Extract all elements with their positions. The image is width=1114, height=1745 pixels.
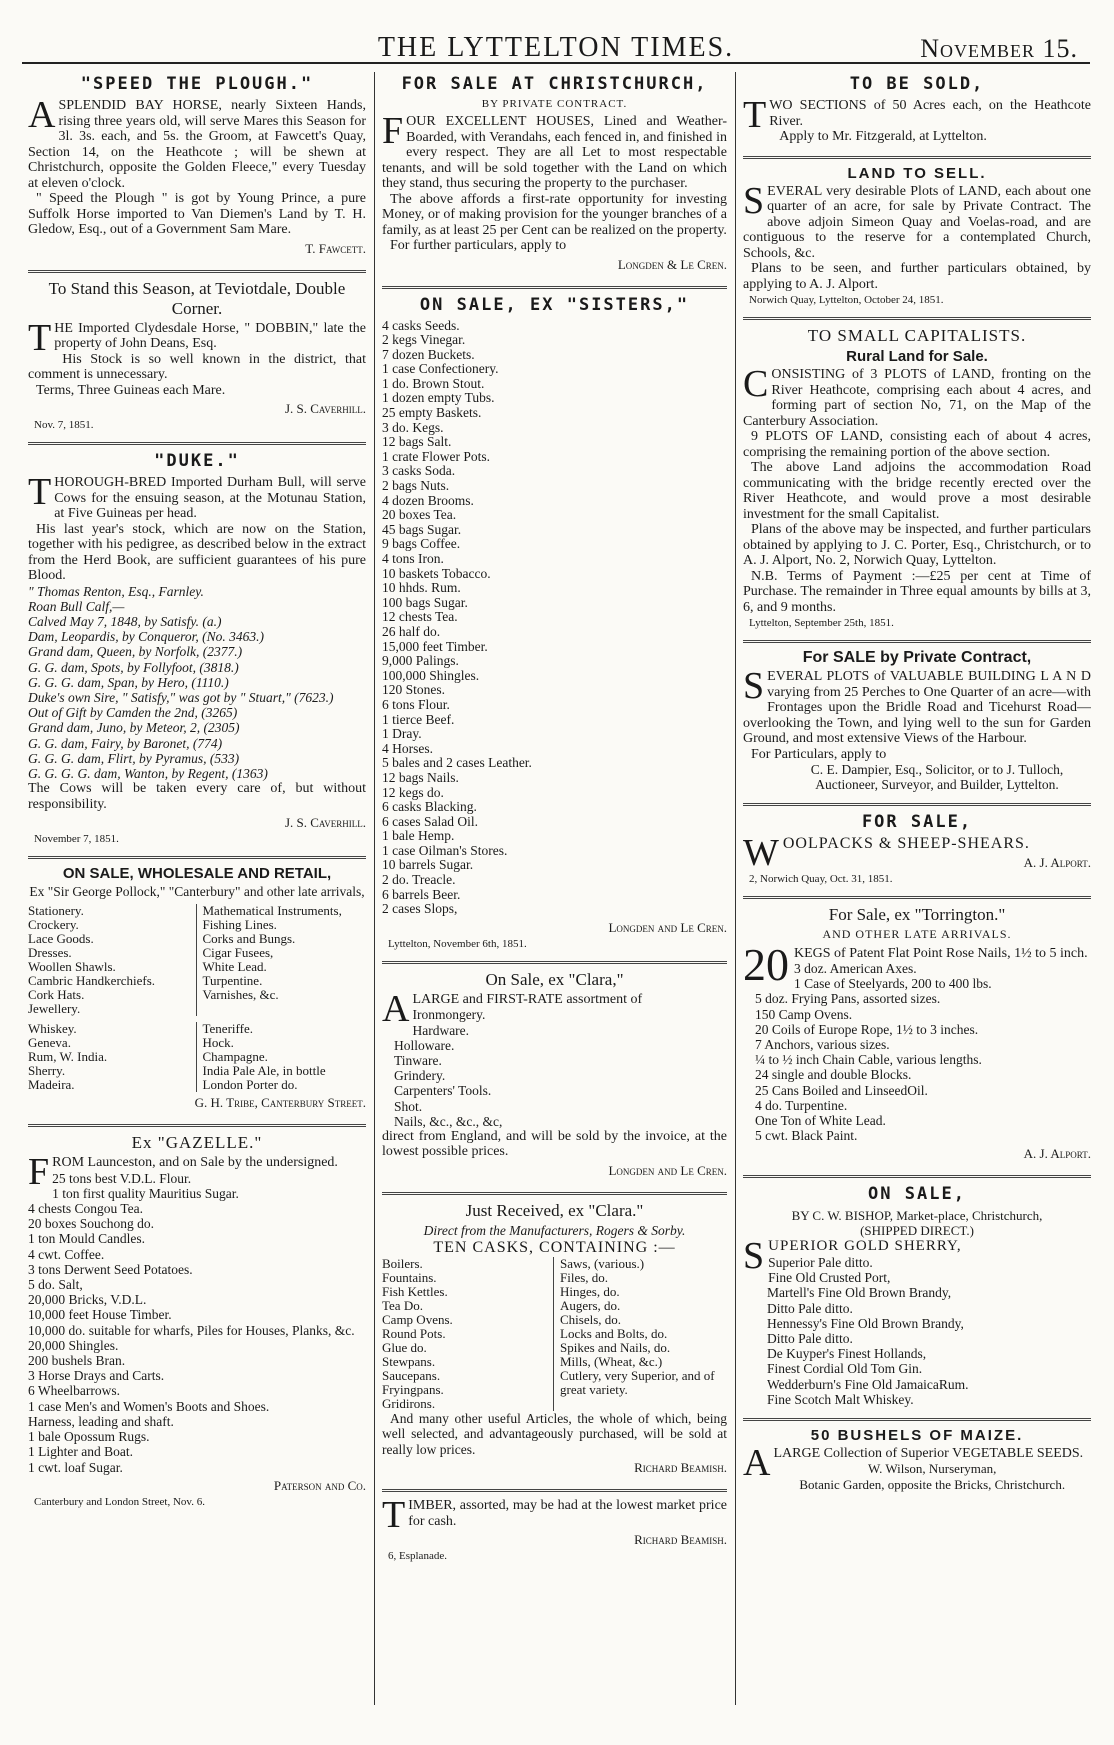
list-item: Round Pots. (382, 1325, 446, 1341)
ad-houses (382, 74, 727, 280)
column-3 (743, 72, 1091, 1733)
list-item: 1 ton Mould Candles. (28, 1231, 145, 1247)
list-item: London Porter do. (202, 1077, 298, 1093)
list-item: 1 bale Opossum Rugs. (28, 1429, 150, 1445)
list-item: 26 half do. (382, 623, 441, 639)
list-item: 25 Cans Boiled and LinseedOil. (755, 1082, 928, 1098)
ad-signature: Longden & Le Cren. (617, 256, 727, 272)
ad-just-received (382, 1201, 727, 1484)
list-item: One Ton of White Lead. (755, 1113, 886, 1129)
ad-subtitle: Rural Land for Sale. (846, 348, 988, 365)
list-item: Fountains. (382, 1269, 437, 1285)
list-item: Cork Hats. (28, 987, 85, 1003)
list-item: Fine Old Crusted Port, (768, 1270, 891, 1286)
list-item: De Kuyper's Finest Hollands, (767, 1346, 927, 1362)
ad-body: " Speed the Plough " is got by Young Prince, a pure Suffolk Horse imported to Van Diemen's Land by T. H. Gledow, Esq., out of a Government Sam Mare. (28, 191, 366, 237)
list-item: Roan Bull Calf,— (28, 598, 125, 614)
list-item: Grand dam, Queen, by Norfolk, (2377.) (28, 644, 243, 660)
column-2 (382, 72, 727, 1733)
ad-title: ON SALE, EX "SISTERS," (419, 294, 690, 315)
ad-title: FOR SALE AT CHRISTCHURCH, (401, 74, 708, 94)
list-item: Saws, (various.) (560, 1255, 645, 1271)
ad-date: Norwich Quay, Lyttelton, October 24, 1851. (749, 294, 944, 306)
list-item: Hock. (202, 1035, 234, 1051)
goods-table (28, 904, 366, 1016)
ad-body: THOROUGH-BRED Imported Durham Bull, will serve Cows for the ensuing season, at the Motunau Station, at Five Guineas per head. (28, 471, 366, 521)
ad-body: direct from England, and will be sold by the invoice, at the lowest possible prices. (382, 1128, 727, 1160)
list-item: 1 bale Hemp. (382, 828, 455, 844)
ad-title: On Sale, ex "Clara," (485, 969, 624, 989)
list-item: Martell's Fine Old Brown Brandy, (767, 1285, 952, 1301)
list-item: 3 Horse Drays and Carts. (28, 1368, 165, 1384)
ad-body: ALARGE and FIRST-RATE assortment of (382, 987, 643, 1030)
list-item: 1 dozen empty Tubs. (382, 390, 495, 406)
ad-body: SEVERAL PLOTS of VALUABLE BUILDING L A N D varying from 25 Perches to One Quarter of an acre—with Frontages upon the Bridle Road and Ticehurst Road—overlooking the Town, and lying well to the sun for Garden Ground, and most extensive Views of the Harbour. (743, 665, 1091, 746)
list-item: 4 Horses. (382, 740, 433, 756)
drop-cap: C (743, 363, 769, 405)
list-item: Woollen Shawls. (28, 959, 116, 975)
list-item: Dresses. (28, 945, 72, 961)
list-item: Fryingpans. (382, 1381, 444, 1397)
ad-duke (28, 451, 366, 850)
list-item: 120 Stones. (382, 682, 446, 698)
pedigree-list (28, 584, 366, 782)
ad-body: SEVERAL very desirable Plots of LAND, each about one quarter of an acre, for sale by Private Contract. The above adjoin Simeon Quay and Voelas-road, and are contiguous to the reserve for a contemplated Church, Schools, &c. (743, 179, 1091, 261)
drop-cap: A (382, 987, 410, 1030)
list-item: 10 barrels Sugar. (382, 857, 474, 873)
ad-small-capitalists (743, 326, 1091, 634)
ad-wholesale (28, 865, 366, 1118)
ad-signature: C. E. Dampier, Esq., Solicitor, or to J. Tulloch, Auctioneer, Surveyor, and Builder, Lyttelton. (810, 762, 1064, 792)
ad-signature: Paterson and Co. (273, 1477, 366, 1493)
ad-title: TO SMALL CAPITALISTS. (807, 326, 1027, 345)
list-item: 24 single and double Blocks. (755, 1067, 912, 1083)
list-item: Harness, leading and shaft. (28, 1413, 174, 1429)
list-item: 4 tons Iron. (382, 551, 444, 566)
list-item: 20 boxes Souchong do. (28, 1216, 154, 1232)
list-item: 15,000 feet Timber. (382, 638, 488, 654)
ad-body: The above Land adjoins the accommodation Road communicating with the bridge recently erected over the River Heathcote, and would prove a most desirable investment for the small Capitalist. (743, 460, 1091, 522)
ad-subtitle: BY C. W. BISHOP, Market-place, Christchurch, (791, 1208, 1043, 1224)
drop-cap: A (28, 94, 56, 136)
drop-cap: T (28, 316, 52, 359)
list-item: 1 Case of Steelyards, 200 to 400 lbs. (794, 976, 992, 992)
list-item: 6 barrels Beer. (382, 886, 461, 902)
list-item: 6 tons Flour. (382, 696, 450, 712)
drop-cap: T (382, 1494, 406, 1537)
ad-body: 20 KEGS of Patent Flat Point Rose Nails, 1½ to 5 inch. (743, 938, 1088, 990)
list-item: Corks and Bungs. (202, 931, 296, 947)
ad-title: 50 BUSHELS OF MAIZE. (810, 1426, 1024, 1444)
ad-dobbin (28, 279, 366, 437)
list-item: Ditto Pale ditto. (767, 1330, 853, 1346)
goods-table (382, 1257, 727, 1411)
ad-body: ASPLENDID BAY HORSE, nearly Sixteen Hands, rising three years old, will serve Mares this Season for 3l. 3s. each, and 5s. the Groom, at Fawcett's Quay, Section 14, on the Heathcote ; will be shewn at Christchurch, opposite the Golden Fleece," every Tuesday at eleven o'clock. (28, 94, 366, 191)
ad-signature: T. Fawcett. (305, 240, 366, 256)
list-item: 4 cwt. Coffee. (28, 1246, 105, 1262)
ad-heading: TEN CASKS, CONTAINING :— (433, 1238, 676, 1256)
list-item: Mills, (Wheat, &c.) (560, 1353, 663, 1369)
list-item: 1 cwt. loaf Sugar. (28, 1459, 123, 1475)
list-item: Whiskey. (28, 1021, 77, 1037)
list-item: 6 Wheelbarrows. (28, 1383, 120, 1399)
ad-clara (382, 970, 727, 1186)
drop-cap: T (28, 471, 52, 513)
list-item: 10,000 do. suitable for wharfs, Piles for Houses, Planks, &c. (28, 1322, 355, 1338)
item-list (743, 1255, 1091, 1407)
list-item: Tinware. (394, 1052, 442, 1068)
list-item: 1 tierce Beef. (382, 711, 455, 727)
ad-date: Canterbury and London Street, Nov. 6. (34, 1495, 205, 1508)
list-item: 4 dozen Brooms. (382, 492, 474, 508)
list-item: Files, do. (560, 1269, 609, 1285)
list-item: Finest Cordial Old Tom Gin. (767, 1361, 923, 1377)
list-item: 1 Lighter and Boat. (28, 1444, 133, 1460)
ad-subtitle: BY PRIVATE CONTRACT. (481, 98, 628, 110)
ad-body: Plans to be seen, and further particulars obtained, by applying to A. J. Alport. (743, 261, 1091, 292)
ad-title: "DUKE." (154, 451, 240, 471)
list-item: Stewpans. (382, 1353, 436, 1369)
list-item: Fishing Lines. (202, 917, 277, 933)
ad-gazelle (28, 1133, 366, 1513)
list-item: Hennessy's Fine Old Brown Brandy, (767, 1315, 964, 1331)
drop-cap: S (743, 179, 765, 222)
list-item: Out of Gift by Camden the 2nd, (3265) (28, 705, 238, 721)
list-item: Wedderburn's Fine Old JamaicaRum. (767, 1376, 969, 1392)
ad-to-be-sold (743, 74, 1091, 150)
item-list (382, 1007, 727, 1129)
ad-signature: J. S. Caverhill. (284, 815, 366, 831)
list-item: Lace Goods. (28, 931, 94, 947)
ad-subtitle: (SHIPPED DIRECT.) (860, 1223, 974, 1239)
list-item: Ironmongery. (412, 1007, 486, 1023)
list-item: 200 bushels Bran. (28, 1353, 126, 1369)
list-item: 3 tons Derwent Seed Potatoes. (28, 1261, 193, 1277)
list-item: 3 doz. American Axes. (794, 961, 917, 976)
list-item: Hardware. (412, 1022, 470, 1038)
list-item: Fine Scotch Malt Whiskey. (767, 1391, 914, 1407)
ad-date: November 7, 1851. (34, 833, 119, 846)
goods-right (197, 904, 367, 1016)
list-item: Stationery. (28, 903, 84, 919)
list-item: 12 bags Salt. (382, 434, 452, 450)
goods-left (28, 904, 197, 1016)
ad-title: Ex "GAZELLE." (131, 1133, 263, 1153)
list-item: Superior Pale ditto. (768, 1254, 873, 1270)
ad-signature: J. S. Caverhill. (284, 401, 366, 416)
list-item: 25 empty Baskets. (382, 405, 482, 421)
ad-date: Lyttelton, September 25th, 1851. (749, 617, 894, 629)
ad-date: Lyttelton, November 6th, 1851. (388, 937, 527, 950)
list-item: Nails, &c., &c., &c, (394, 1113, 503, 1129)
drop-cap: F (28, 1151, 50, 1194)
list-item: 2 kegs Vinegar. (382, 332, 466, 348)
list-item: ¼ to ½ inch Chain Cable, various lengths. (755, 1052, 982, 1068)
list-item: Augers, do. (560, 1297, 621, 1313)
list-item: 12 bags Nails. (382, 769, 459, 785)
list-item: Jewellery. (28, 1001, 81, 1017)
ad-body: CONSISTING of 3 PLOTS of LAND, fronting on the River Heathcote, comprising each about 4 acres, and forming part of section No, 71, on the Map of the Canterbury Association. (743, 363, 1091, 429)
goods-right (554, 1257, 727, 1411)
ad-body: N.B. Terms of Payment :—£25 per cent at Time of Purchase. The remainder in Three equal amounts by bills at 3, 6, and 9 months. (743, 568, 1091, 615)
ad-subtitle: Direct from the Manufacturers, Rogers & Sorby. (423, 1222, 686, 1238)
item-list (743, 961, 1091, 1143)
list-item: Shot. (394, 1098, 423, 1114)
list-item: 1 crate Flower Pots. (382, 448, 490, 464)
ad-body: THE Imported Clydesdale Horse, " DOBBIN," late the property of John Deans, Esq. (28, 316, 366, 359)
ad-body: Apply to Mr. Fitzgerald, at Lyttelton. (779, 129, 987, 144)
list-item: Calved May 7, 1848, by Satisfy. (a.) (28, 613, 222, 629)
list-item: 5 cwt. Black Paint. (755, 1128, 858, 1144)
list-item: 25 tons best V.D.L. Flour. (52, 1170, 192, 1186)
list-item: White Lead. (202, 959, 267, 975)
ad-signature: G. H. Tribe, Canterbury Street. (194, 1095, 366, 1111)
list-item: India Pale Ale, in bottle (202, 1063, 326, 1079)
list-item: G. G. G. dam, Span, by Hero, (1110.) (28, 674, 229, 690)
list-item: Dam, Leopardis, by Conqueror, (No. 3463.) (28, 629, 264, 645)
item-list (28, 1171, 366, 1475)
list-item: 10 baskets Tobacco. (382, 565, 491, 581)
ad-body: TWO SECTIONS of 50 Acres each, on the Heathcote River. (743, 94, 1091, 136)
list-item: 3 casks Soda. (382, 463, 456, 479)
ad-subtitle: AND OTHER LATE ARRIVALS. (822, 926, 1012, 941)
list-item: Cutlery, very Superior, and of great variety. (560, 1367, 715, 1397)
list-item: 20 Coils of Europe Rope, 1½ to 3 inches. (755, 1021, 979, 1037)
drop-cap: W (743, 832, 780, 874)
ad-torrington (743, 905, 1091, 1170)
list-item: 100 bags Sugar. (382, 594, 468, 610)
drop-cap: 20 (743, 938, 789, 990)
ad-body: Plans of the above may be inspected, and further particulars obtained by applying to J. C. Porter, Esq., Christchurch, or to A. J. Alport, No. 2, Norwich Quay, Lyttelton. (743, 522, 1091, 568)
list-item: 4 do. Turpentine. (755, 1097, 848, 1113)
ad-body: His Stock is so well known in the district, that comment is unnecessary. (28, 351, 366, 382)
list-item: Mathematical Instruments, (202, 903, 342, 919)
ad-signature: Botanic Garden, opposite the Bricks, Christchurch. (799, 1477, 1066, 1493)
list-item: Grindery. (394, 1068, 446, 1084)
list-item: Ditto Pale ditto. (767, 1300, 853, 1316)
list-item: 1 Dray. (382, 726, 422, 742)
list-item: Tea Do. (382, 1297, 423, 1313)
list-item: Champagne. (202, 1049, 268, 1065)
ad-subtitle: Ex "Sir George Pollock," "Canterbury" and other late arrivals, (29, 884, 365, 900)
ad-body: SUPERIOR GOLD SHERRY, (743, 1235, 962, 1278)
list-item: Camp Ovens. (382, 1311, 453, 1327)
list-item: Cambric Handkerchiefs. (28, 973, 156, 989)
masthead (22, 32, 1090, 64)
list-item: 7 Anchors, various sizes. (755, 1037, 890, 1053)
ad-body: 9 PLOTS OF LAND, consisting each of about 4 acres, comprising the remaining portion of the above section. (743, 429, 1091, 460)
ad-signature: Longden and Le Cren. (608, 919, 727, 935)
ad-bishop (743, 1184, 1091, 1412)
list-item: 20 boxes Tea. (382, 507, 457, 523)
ad-signature: A. J. Alport. (1023, 854, 1091, 870)
ad-signature: W. Wilson, Nurseryman, (868, 1461, 997, 1477)
list-item: G. G. G. dam, Flirt, by Pyramus, (533) (28, 750, 240, 766)
ad-title: ON SALE, (868, 1184, 966, 1205)
ad-sisters (382, 295, 727, 955)
list-item: 12 chests Tea. (382, 609, 458, 625)
list-item: Spikes and Nails, do. (560, 1339, 671, 1355)
ad-date: Nov. 7, 1851. (34, 419, 94, 431)
ad-signature: Richard Beamish. (634, 1532, 727, 1548)
ad-title: TO BE SOLD, (849, 74, 985, 94)
ad-title: For SALE by Private Contract, (802, 649, 1032, 666)
ad-body: The Cows will be taken every care of, but without responsibility. (28, 781, 366, 812)
ad-body: For further particulars, apply to (390, 238, 567, 253)
list-item: 12 kegs do. (382, 784, 444, 800)
list-item: 20,000 Bricks, V.D.L. (28, 1292, 147, 1308)
ad-body: TIMBER, assorted, may be had at the lowest market price for cash. (382, 1494, 727, 1537)
list-item: 45 bags Sugar. (382, 521, 462, 537)
ad-body: And many other useful Articles, the whole of which, being well selected, and advantageously purchased, will be sold at really low prices. (382, 1410, 727, 1457)
list-item: Duke's own Sire, " Satisfy," was got by " Stuart," (7623.) (28, 689, 334, 705)
ad-title: ON SALE, WHOLESALE AND RETAIL, (62, 865, 332, 883)
list-item: 1 case Oilman's Stores. (382, 842, 508, 858)
ad-date: 6, Esplanade. (388, 1550, 447, 1563)
list-item: G. G. G. G. dam, Wanton, by Regent, (1363) (28, 765, 268, 781)
ad-body: WOOLPACKS & SHEEP-SHEARS. (743, 832, 1030, 874)
column-rule (374, 72, 375, 1705)
list-item: 1 case Men's and Women's Boots and Shoes. (28, 1398, 270, 1414)
list-item: 1 do. Brown Stout. (382, 375, 485, 391)
column-rule (735, 72, 736, 1705)
list-item: 10 hhds. Rum. (382, 580, 461, 596)
list-item: Varnishes, &c. (202, 987, 279, 1003)
goods-left (382, 1257, 554, 1411)
list-item: Hinges, do. (560, 1283, 620, 1299)
list-item: Locks and Bolts, do. (560, 1325, 668, 1341)
ad-speed-the-plough (28, 74, 366, 264)
list-item: Turpentine. (202, 973, 263, 989)
list-item: Madeira. (28, 1077, 75, 1093)
list-item: Sherry. (28, 1063, 66, 1079)
ad-maize (743, 1427, 1091, 1499)
ad-body: The above affords a first-rate opportunity for investing Money, or of making provision for the younger branches of a family, as at least 25 per Cent can be realized on the property. (382, 191, 727, 238)
list-item: Chisels, do. (560, 1311, 622, 1327)
goods-left (28, 1022, 197, 1092)
list-item: G. G. dam, Fairy, by Baronet, (774) (28, 735, 223, 751)
goods-table (28, 1022, 366, 1092)
drop-cap: S (743, 665, 765, 707)
issue-date: November 15. (920, 34, 1078, 63)
ad-body: FROM Launceston, and on Sale by the undersigned. (28, 1151, 338, 1194)
ad-title: LAND TO SELL. (847, 164, 987, 182)
list-item: " Thomas Renton, Esq., Farnley. (28, 583, 204, 599)
ad-title: To Stand this Season, at Teviotdale, Double Corner. (48, 278, 346, 318)
ad-title: FOR SALE, (861, 812, 973, 832)
drop-cap: A (743, 1441, 771, 1484)
list-item: Saucepans. (382, 1367, 441, 1383)
list-item: Glue do. (382, 1339, 427, 1355)
ad-land-to-sell (743, 165, 1091, 312)
ad-body: For Particulars, apply to (751, 746, 887, 762)
list-item: Teneriffe. (202, 1021, 253, 1037)
list-item: Gridirons. (382, 1395, 436, 1411)
list-item: 9,000 Palings. (382, 653, 459, 669)
item-list (382, 319, 727, 917)
list-item: 10,000 feet House Timber. (28, 1307, 172, 1323)
ad-body: ALARGE Collection of Superior VEGETABLE SEEDS. (743, 1441, 1084, 1484)
list-item: 1 case Confectionery. (382, 361, 499, 377)
list-item: 2 bags Nuts. (382, 478, 450, 494)
ad-signature: Longden and Le Cren. (608, 1162, 727, 1178)
drop-cap: S (743, 1235, 766, 1278)
ad-body: His last year's stock, which are now on the Station, together with his pedigree, as described below in the extract from the Herd Book, are sufficient guarantees of his pure Blood. (28, 521, 366, 583)
list-item: Cigar Fusees, (202, 945, 274, 961)
list-item: Boilers. (382, 1255, 423, 1271)
ad-timber (382, 1494, 727, 1567)
list-item: 7 dozen Buckets. (382, 346, 475, 362)
list-item: 5 doz. Frying Pans, assorted sizes. (755, 991, 941, 1007)
ad-signature: Richard Beamish. (634, 1460, 727, 1476)
list-item: 2 cases Slops, (382, 901, 458, 917)
ad-date: 2, Norwich Quay, Oct. 31, 1851. (749, 872, 893, 885)
newspaper-title: THE LYTTELTON TIMES. (377, 32, 735, 63)
list-item: 3 do. Kegs. (382, 419, 444, 435)
list-item: 9 bags Coffee. (382, 536, 461, 552)
list-item: 100,000 Shingles. (382, 667, 480, 683)
list-item: 5 do. Salt, (28, 1277, 83, 1293)
ad-woolpacks (743, 812, 1091, 890)
list-item: Carpenters' Tools. (394, 1083, 492, 1099)
list-item: 4 casks Seeds. (382, 317, 460, 333)
list-item: 6 casks Blacking. (382, 799, 477, 815)
ad-body: FOUR EXCELLENT HOUSES, Lined and Weather-Boarded, with Verandahs, each fenced in, and finished in every respect. They are all Let to most respectable tenants, and will be sold together with the Land on which they stand, thus securing the property to the purchaser. (382, 110, 727, 191)
list-item: Grand dam, Juno, by Meteor, 2, (2305) (28, 720, 240, 736)
drop-cap: T (743, 94, 767, 136)
list-item: 6 cases Salad Oil. (382, 813, 478, 829)
ad-signature: A. J. Alport. (1023, 1146, 1091, 1162)
ad-title: For Sale, ex "Torrington." (828, 904, 1006, 924)
list-item: 150 Camp Ovens. (755, 1006, 853, 1022)
list-item: G. G. dam, Spots, by Follyfoot, (3818.) (28, 659, 239, 675)
goods-right (197, 1022, 367, 1092)
ad-title: Just Received, ex "Clara." (465, 1200, 644, 1220)
list-item: 20,000 Shingles. (28, 1337, 119, 1353)
ad-title: "SPEED THE PLOUGH." (80, 74, 314, 94)
list-item: 1 ton first quality Mauritius Sugar. (52, 1185, 239, 1201)
list-item: 5 bales and 2 cases Leather. (382, 755, 532, 771)
list-item: 2 do. Treacle. (382, 872, 456, 888)
list-item: Holloware. (394, 1037, 455, 1053)
list-item: Fish Kettles. (382, 1283, 448, 1299)
drop-cap: F (382, 110, 404, 152)
list-item: Geneva. (28, 1035, 71, 1051)
ad-body: Terms, Three Guineas each Mare. (36, 382, 226, 398)
column-1 (28, 72, 366, 1733)
ad-private-contract (743, 649, 1091, 797)
list-item: Rum, W. India. (28, 1049, 108, 1065)
list-item: 4 chests Congou Tea. (28, 1201, 144, 1217)
list-item: Crockery. (28, 917, 79, 933)
